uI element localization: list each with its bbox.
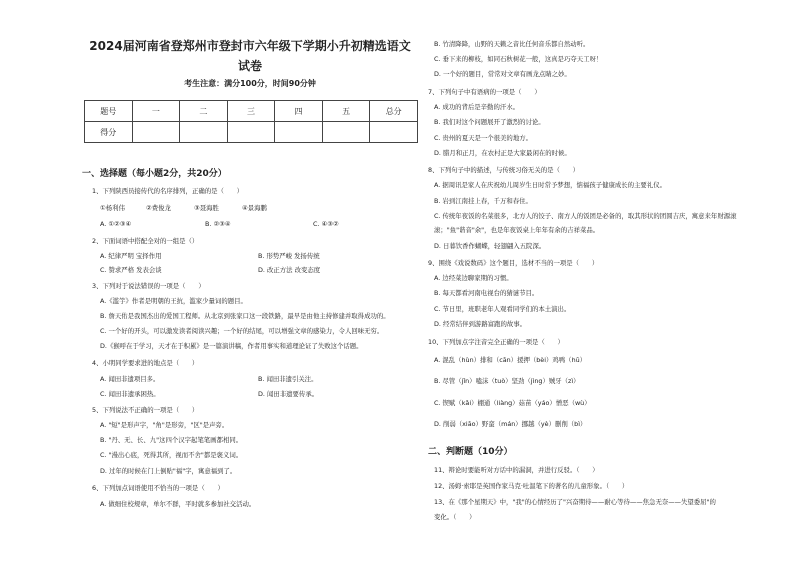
q7-option-a[interactable]: A. 成功的背后是辛勤的汗水。	[434, 103, 520, 111]
score-input[interactable]	[322, 122, 370, 143]
q2-option-b[interactable]: B. 形势严峻 发扬传统	[258, 252, 320, 260]
q4-option-a[interactable]: A. 闻田非遗项目多。	[100, 375, 160, 383]
q1-option-a[interactable]: A. ①②③④	[100, 220, 132, 228]
score-cell: 四	[275, 101, 323, 122]
question-1: 1、下列陕西员接传代的名序排列，正确的是（ ）	[92, 187, 244, 195]
question-2: 2、下面词语中搭配全对的一组是（）	[92, 237, 199, 245]
q8-option-a[interactable]: A. 据周讯是家人在庆祝幼儿周岁生日时常予梦想，惦福孩子健康成长的主要礼仪。	[434, 181, 666, 189]
q5-option-a[interactable]: A. "短"是形声字，"角"是形旁，"区"是声旁。	[100, 421, 229, 429]
q7-option-b[interactable]: B. 我们对这个问题展开了激烈的讨论。	[434, 118, 545, 126]
q1-item: ③聂海胜	[194, 204, 219, 212]
title-line-1: 2024届河南省登郑州市登封市六年级下学期小升初精选语文	[89, 39, 411, 53]
q3-option-d[interactable]: D.《猴呼在于学习，天才在于积累》是一篇演讲稿，作者用事实和道理论证了失败这个话题。	[100, 342, 363, 350]
score-cell: 总分	[370, 101, 418, 122]
score-input[interactable]	[132, 122, 180, 143]
q2-option-a[interactable]: A. 纪律严明 宝择作用	[100, 252, 162, 260]
q5-option-c[interactable]: C. "漫出心底，死得其所，视而不舍"都是褒义词。	[100, 451, 243, 459]
q10-option-c[interactable]: C. 锲赋（kǎi）棚通（liàng）菇苗（yáo）憎恶（wù）	[434, 399, 591, 407]
score-input[interactable]	[275, 122, 323, 143]
q6-option-a[interactable]: A. 做细住校规章，单尔不群，平时就多参加社交活动。	[100, 500, 256, 508]
score-cell: 题号	[85, 101, 133, 122]
section-heading-choice: 一、选择题（每小题2分，共20分）	[82, 169, 227, 179]
score-input[interactable]	[180, 122, 228, 143]
score-input[interactable]	[370, 122, 418, 143]
q4-option-c[interactable]: C. 闻田非遗承困热。	[100, 390, 160, 398]
question-12[interactable]: 12、汤姆·索耶是英国作家马克·吐温笔下的著名的儿童形象。（ ）	[434, 482, 629, 490]
score-cell: 得分	[85, 122, 133, 143]
score-header-row	[85, 101, 418, 122]
question-7: 7、下列句子中有语病的一项是（ ）	[428, 88, 541, 96]
q7-option-c[interactable]: C. 贵州的夏天是一个很美的地方。	[434, 134, 532, 142]
exam-title	[82, 36, 418, 76]
q1-item: ①杨利伟	[100, 204, 125, 212]
score-value-row	[85, 122, 418, 143]
q1-option-c[interactable]: C. ④③②	[313, 220, 339, 228]
score-input[interactable]	[227, 122, 275, 143]
q10-option-a[interactable]: A. 混乱（hùn）排和（cān）援押（bèi）鸡鸭（hū）	[434, 356, 587, 364]
score-cell: 二	[180, 101, 228, 122]
q3-option-c[interactable]: C. 一个好的开头，可以激发读者阅读兴趣；一个好的结尾，可以增强文章的感染力，令人回味无穷。	[100, 327, 384, 335]
q1-item: ②费俊龙	[146, 204, 171, 212]
question-4: 4、小明同学要求进的地点是（ ）	[92, 359, 199, 367]
question-5: 5、下列说法不正确的一项是（ ）	[92, 406, 199, 414]
q4-option-b[interactable]: B. 闻田非遗引关注。	[258, 375, 318, 383]
section-heading-judge: 二、判断题（10分）	[428, 447, 513, 457]
score-cell: 三	[227, 101, 275, 122]
q1-option-b[interactable]: B. ②③④	[205, 220, 231, 228]
q5-option-b[interactable]: B. "丹、无、长、九"这四个汉字起笔笔画都相同。	[100, 436, 243, 444]
question-10: 10、下列加点字注音完全正确的一项是（ ）	[428, 338, 564, 346]
q1-item: ④景海鹏	[242, 204, 267, 212]
question-13[interactable]: 13、在《那个星期天》中，"我"的心情经历了"兴奋期待——耐心等待——焦急无奈——失望委屈"的	[434, 498, 716, 506]
question-3: 3、下列对于说法错误的一项是（ ）	[92, 282, 205, 290]
q9-option-b[interactable]: B. 每天都看河南电视台的猜谜节目。	[434, 289, 539, 297]
q8-option-c-cont: 滚；"鱼"谐音"余"，也是年夜饭桌上年年有余的吉祥菜品。	[434, 226, 600, 234]
question-9: 9、围绕《戏说数码》这个题目，选材不当的一项是（ ）	[428, 259, 599, 267]
score-cell: 一	[132, 101, 180, 122]
q9-option-d[interactable]: D. 经常结伴到游路富跑的故事。	[434, 320, 527, 328]
q10-option-d[interactable]: D. 削弱（xiāo）野蛮（mán）挪越（yè）删削（bì）	[434, 420, 587, 428]
q3-option-b[interactable]: B. 詹天佑是我国杰出的爱国工程师。从北京到张家口这一段铁路，最早是由他主持修建并取得成功的。	[100, 312, 390, 320]
question-8: 8、下列句子中的描述，与传统习俗无关的是（ ）	[428, 166, 580, 174]
q3-option-a[interactable]: A.《滥竽》作者是明朝的王抗，滥家少量词的题目。	[100, 297, 247, 305]
score-cell: 五	[322, 101, 370, 122]
q9-option-a[interactable]: A. 边经菜边聊家期的习惯。	[434, 274, 513, 282]
q2-option-c[interactable]: C. 赞求严格 发表会谈	[100, 266, 162, 274]
title-line-2: 试卷	[237, 59, 262, 73]
q9-option-c[interactable]: C. 节日里，班职老年人观看同学们的本土演出。	[434, 305, 571, 313]
q4-option-d[interactable]: D. 闻田非遗要传承。	[258, 390, 319, 398]
q6-option-c[interactable]: C. 垂下来的柳枝，如同石秋树花一般，这真是巧夺天工呀！	[434, 55, 603, 63]
q8-option-d[interactable]: D. 日暮饮香作蝴蝶，轻翅翩入五院深。	[434, 242, 546, 250]
q8-option-c[interactable]: C. 传统年夜饭的名菜很多，北方人的饺子、南方人的饭团是必备的，取其形状的团圆吉庆，寓意来年财源滚	[434, 212, 737, 220]
question-6: 6、下列加点词语使用不恰当的一项是（ ）	[92, 484, 224, 492]
question-11[interactable]: 11、辩论时要能听对方话中的漏洞，并进行反驳。（ ）	[434, 466, 599, 474]
q2-option-d[interactable]: D. 改正方法 改变态度	[258, 266, 321, 274]
q6-option-b[interactable]: B. 竹清降降，山野的天籁之音比任何音乐都自然动听。	[434, 40, 590, 48]
q8-option-b[interactable]: B. 岩到江南挂上春，千万和春住。	[434, 197, 532, 205]
exam-note: 考生注意：满分100分，时间90分钟	[184, 79, 316, 88]
q10-option-b[interactable]: B. 尽管（jǐn）嗑沫（tuò）坚劲（jìng）贼牙（zì）	[434, 377, 580, 385]
q5-option-d[interactable]: D. 过年的时候在门上倒贴"福"字，寓意福到了。	[100, 467, 237, 475]
score-table	[84, 100, 418, 143]
q6-option-d[interactable]: D. 一个好的题目，常常对文章有画龙点睛之妙。	[434, 70, 571, 78]
question-13-cont: 变化。（ ）	[434, 513, 476, 521]
q7-option-d[interactable]: D. 腊月和正月，在农村正是大家最闲在的时候。	[434, 149, 571, 157]
